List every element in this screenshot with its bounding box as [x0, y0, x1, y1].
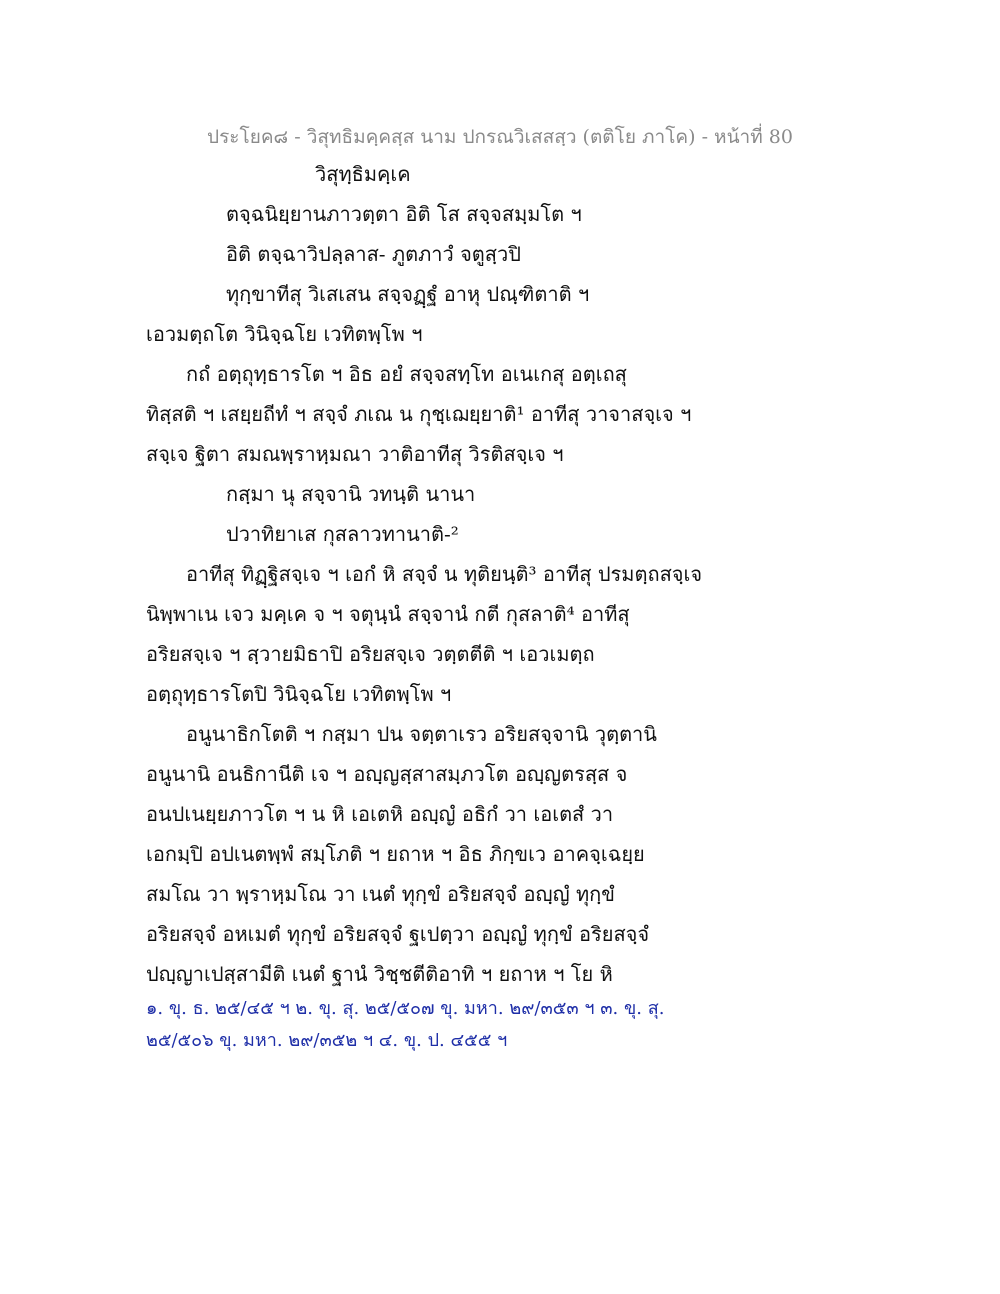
text-line: อนูนาธิกโตติ ฯ กสฺมา ปน จตฺตาเรว อริยสจฺจานิ วุตฺตานิ	[186, 722, 657, 746]
verse-line: ทุกฺขาทีสุ วิเสเสน สจฺจฏฺฐํ อาหุ ปณฺฑิตาติ ฯ	[226, 282, 590, 306]
text-line: อนปเนยฺยภาวโต ฯ น หิ เอเตหิ อญฺญํ อธิกํ วา เอเตสํ วา	[146, 802, 614, 826]
text-line: อาทีสุ ทิฏฺฐิสจฺเจ ฯ เอกํ หิ สจฺจํ น ทุติยนฺติ³ อาทีสุ ปรมตฺถสจฺเจ	[186, 562, 703, 586]
footnote-line: ๑. ขุ. ธ. ๒๕/๔๕ ฯ ๒. ขุ. สุ. ๒๕/๕๐๗ ขุ. มหา. ๒๙/๓๕๓ ฯ ๓. ขุ. สุ.	[146, 998, 665, 1019]
text-line: ทิสฺสติ ฯ เสยฺยถีทํ ฯ สจฺจํ ภเณ น กุชฺเฌยฺยาติ¹ อาทีสุ วาจาสจฺเจ ฯ	[146, 402, 692, 426]
text-line: สจฺเจ ฐิตา สมณพฺราหฺมณา วาติอาทีสุ วิรติสจฺเจ ฯ	[146, 442, 564, 466]
text-line: ปญฺญาเปสฺสามีติ เนตํ ฐานํ วิชฺชตีติอาทิ ฯ ยถาห ฯ โย หิ	[146, 962, 613, 986]
text-line: อริยสจฺจํ อหเมตํ ทุกฺขํ อริยสจฺจํ ฐเปตฺวา อญฺญํ ทุกฺขํ อริยสจฺจํ	[146, 922, 650, 946]
text-line: อนูนานิ อนธิกานีติ เจ ฯ อญฺญสฺสาสมฺภวโต อญฺญตรสฺส จ	[146, 762, 628, 786]
text-line: เอกมฺปิ อปเนตพฺพํ สมฺโภติ ฯ ยถาห ฯ อิธ ภิกฺขเว อาคจฺเฉยฺย	[146, 842, 645, 866]
text-line: นิพฺพาเน เจว มคฺเค จ ฯ จตุนฺนํ สจฺจานํ กตี กุสลาติ⁴ อาทีสุ	[146, 602, 630, 626]
text-line: อตฺถุทฺธารโตปิ วินิจฺฉโย เวทิตพฺโพ ฯ	[146, 682, 452, 706]
verse-title: วิสุทฺธิมคฺเค	[315, 162, 411, 186]
verse-line: อิติ ตจฺฉาวิปลฺลาส- ภูตภาวํ จตูสฺวปิ	[226, 242, 521, 266]
footnote-line: ๒๕/๕๐๖ ขุ. มหา. ๒๙/๓๕๒ ฯ ๔. ขุ. ป. ๔๕๕ ฯ	[146, 1030, 508, 1051]
verse-line: ปวาทิยาเส กุสลาวทานาติ-²	[226, 522, 459, 546]
verse-line: กสฺมา นุ สจฺจานิ วทนฺติ นานา	[226, 482, 476, 506]
text-line: อริยสจฺเจ ฯ สฺวายมิธาปิ อริยสจฺเจ วตฺตตีติ ฯ เอวเมตฺถ	[146, 642, 595, 666]
page-header: ประโยค๘ - วิสุทธิมคฺคสฺส นาม ปกรณวิเสสสฺว (ตติโย ภาโค) - หน้าที่ 80	[207, 126, 793, 148]
text-line: เอวมตฺถโต วินิจฺฉโย เวทิตพฺโพ ฯ	[146, 322, 423, 346]
text-line: สมโณ วา พฺราหฺมโณ วา เนตํ ทุกฺขํ อริยสจฺจํ อญฺญํ ทุกฺขํ	[146, 882, 615, 906]
verse-line: ตจฺฉนิยฺยานภาวตฺตา อิติ โส สจฺจสมฺมโต ฯ	[226, 202, 582, 226]
text-line: กถํ อตฺถุทฺธารโต ฯ อิธ อยํ สจฺจสทฺโท อเนเกสุ อตฺเถสุ	[186, 362, 627, 386]
